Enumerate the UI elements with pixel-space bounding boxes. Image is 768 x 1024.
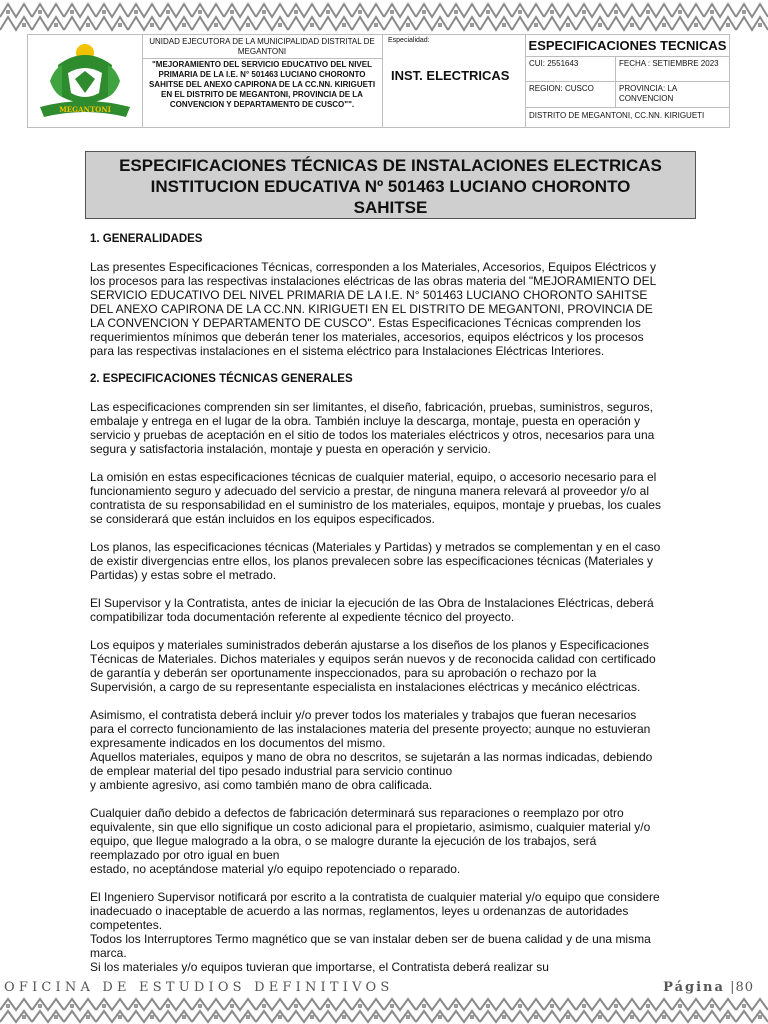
paragraph-line: La omisión en estas especificaciones técnicas de cualquier material, equipo, o accesorio necesario para el (90, 470, 657, 484)
paragraph (90, 806, 695, 876)
paragraph (90, 540, 695, 582)
page-label: Página (663, 980, 725, 995)
paragraph (90, 400, 695, 456)
paragraph-line: expresamente indicados en los documentos del mismo. (90, 736, 386, 750)
unit-name: UNIDAD EJECUTORA DE LA MUNICIPALIDAD DISTRITAL DE MEGANTONI (142, 37, 382, 59)
info-cell (526, 35, 729, 127)
paragraph-line: marca. (90, 946, 127, 960)
paragraph-line: contratista de su responsabilidad en el suministro de los materiales, equipos, montaje y pruebas, los cuales (90, 498, 661, 512)
paragraph (90, 260, 695, 358)
paragraph-line: de garantía y deberán ser oportunamente inspeccionados, para su aprobación o rechazo por la (90, 666, 597, 680)
paragraph (90, 470, 695, 526)
paragraph-line: El Supervisor y la Contratista, antes de iniciar la ejecución de las Obra de Instalaciones Eléctricas, deberá (90, 596, 654, 610)
paragraph-line: Todos los Interruptores Termo magnético que se van instalar deben ser de buena calidad y de una misma (90, 932, 651, 946)
paragraph-line: Los equipos y materiales suministrados deberán ajustarse a los diseños de los planos y Especificaciones (90, 638, 649, 652)
paragraph-line: Cualquier daño debido a defectos de fabricación determinará sus reparaciones o reemplazo por otro (90, 806, 624, 820)
paragraph-line: Las especificaciones comprenden sin ser limitantes, el diseño, fabricación, pruebas, suministros, seguros, (90, 400, 653, 414)
page-separator: | (730, 980, 736, 995)
paragraph-line: para el correcto funcionamiento de las instalaciones materia del presente proyecto; aunque no estuvieran (90, 722, 651, 736)
doc-title: ESPECIFICACIONES TECNICAS (526, 35, 729, 57)
title-line-2: INSTITUCION EDUCATIVA Nº 501463 LUCIANO CHORONTO (150, 177, 631, 196)
distrito: DISTRITO DE MEGANTONI, CC.NN. KIRIGUETI (529, 111, 705, 120)
paragraph-line: de existir divergencias entre ellos, los planos prevalecen sobre las especificaciones técnicas (Materiales y (90, 554, 653, 568)
paragraph-line: para las respectivas instalaciones en el sistema eléctrico para Instalaciones Eléctricas Interiores. (90, 344, 605, 358)
logo-text: MEGANTONI (59, 105, 111, 114)
paragraph-line: LA CONVENCION Y DEPARTAMENTO DE CUSCO". Estas Especificaciones Técnicas comprenden los (90, 316, 641, 330)
paragraph-line: inadecuado o inaceptable de acuerdo a las normas, reglamentos, leyes u ordenanzas de autoridades (90, 904, 629, 918)
logo-cell (28, 35, 143, 127)
paragraph-line: Partidas) y estas sobre el metrado. (90, 568, 277, 582)
page-indicator (663, 980, 754, 995)
region: REGION: CUSCO (526, 81, 616, 107)
paragraph-line: SERVICIO EDUCATIVO DEL NIVEL PRIMARIA DE LA I.E. N° 501463 LUCIANO CHORONTO SAHITSE (90, 288, 648, 302)
project-name: "MEJORAMIENTO DEL SERVICIO EDUCATIVO DEL NIVEL PRIMARIA DE LA I.E. N° 501463 LUCIANO CHORONTO SAHITSE DEL ANEXO CAPIRONA DE LA CC.NN. KIRIGUETI EN EL DISTRITO DE MEGANTONI, PROVINCIA DE LA CONVENCION Y DEPARTAMENTO DE CUSCO"". (148, 60, 376, 109)
paragraph-line: Los planos, las especificaciones técnicas (Materiales y Partidas) y metrados se complementan y en el caso (90, 540, 661, 554)
paragraph (90, 708, 695, 792)
page-number: 80 (735, 980, 754, 995)
paragraph-line: Si los materiales y/o equipos tuvieran que importarse, el Contratista deberá realizar su (90, 960, 549, 974)
provincia: PROVINCIA: LA CONVENCION (619, 84, 677, 103)
paragraph-line: Aquellos materiales, equipos y mano de obra no descritos, se sujetarán a las normas indicadas, debiendo (90, 750, 653, 764)
paragraph-line: competentes. (90, 918, 163, 932)
paragraph-line: embalaje y entrega en el lugar de la obra. También incluye la descarga, montaje, puesta en operación y (90, 414, 641, 428)
paragraph-line: estado, no aceptándose material y/o equipo repotenciado o reparado. (90, 862, 461, 876)
cui: CUI: 2551643 (526, 56, 616, 81)
document-title-box (85, 151, 696, 219)
paragraph-line: DEL ANEXO CAPIRONA DE LA CC.NN. KIRIGUETI EN EL DISTRITO DE MEGANTONI, PROVINCIA DE (90, 302, 653, 316)
paragraph-line: de emplear material del tipo pesado industrial para servicio continuo (90, 764, 453, 778)
paragraph (90, 890, 695, 974)
paragraph-line: Supervisión, a cargo de su representante especialista en instalaciones eléctricas y mecánico eléctricas. (90, 680, 641, 694)
title-line-3: SAHITSE (353, 198, 428, 217)
paragraph-line: se considerará que están incluidos en los equipos especificados. (90, 512, 435, 526)
paragraph-line: Técnicas de Materiales. Dichos materiales y equipos serán nuevos y de reconocida calidad con certificado (90, 652, 656, 666)
document-body (90, 232, 695, 974)
paragraph-line: El Ingeniero Supervisor notificará por escrito a la contratista de cualquier material y/o equipo que considere (90, 890, 660, 904)
info-row-distrito (526, 107, 729, 127)
bottom-decorative-band (0, 996, 768, 1024)
paragraph-line: segura y satisfactoria instalación, montaje y puesta en operación y servicio. (90, 442, 491, 456)
top-decorative-band (0, 0, 768, 34)
info-row-cui (526, 56, 729, 82)
paragraph-line: y ambiente agresivo, asi como también mano de obra calificada. (90, 778, 433, 792)
section-heading-especificaciones-generales: 2. ESPECIFICACIONES TÉCNICAS GENERALES (90, 373, 353, 385)
paragraph-line: requerimientos mínimos que deberán tener los materiales, accesorios, equipos eléctricos y los procesos (90, 330, 644, 344)
fecha: FECHA : SETIEMBRE 2023 (619, 59, 719, 68)
paragraph-line: servicio y pruebas de aceptación en el sitio de todos los materiales eléctricos y otros, necesarios para una (90, 428, 655, 442)
paragraph-line: compatibilizar toda documentación referente al expediente técnico del proyecto. (90, 610, 515, 624)
paragraph-line: Las presentes Especificaciones Técnicas, corresponden a los Materiales, Accesorios, Equipos Eléctricos y (90, 260, 657, 274)
paragraph-line: Asimismo, el contratista deberá incluir y/o prever todos los materiales y trabajos que fueran necesarios (90, 708, 637, 722)
paragraph (90, 596, 695, 624)
paragraph-line: equivalente, sin que ello signifique un costo adicional para el propietario, asimismo, cualquier material y/o (90, 820, 651, 834)
executing-unit-cell (142, 35, 383, 127)
paragraph-line: los procesos para las respectivas instalaciones eléctricas de las obras materia del "MEJORAMIENTO DEL (90, 274, 657, 288)
specialty-cell (383, 35, 526, 127)
specialty-value: INST. ELECTRICAS (391, 68, 510, 83)
paragraph-line: equipo, que llegue malogrado a la obra, o se malogre durante la ejecución de los trabajos, será (90, 834, 597, 848)
office-name: OFICINA DE ESTUDIOS DEFINITIVOS (4, 980, 394, 995)
section-heading-generalidades: 1. GENERALIDADES (90, 233, 203, 245)
paragraph-line: funcionamiento seguro y adecuado del servicio a prestar, de ninguna manera relevará al proveedor y/o al (90, 484, 650, 498)
paragraph (90, 638, 695, 694)
title-line-1: ESPECIFICACIONES TÉCNICAS DE INSTALACIONES ELECTRICAS (119, 156, 662, 175)
paragraph-line: reemplazado por otro igual en buen (90, 848, 280, 862)
info-row-region (526, 81, 729, 108)
document-header (27, 34, 730, 128)
specialty-label: Especialidad: (388, 37, 430, 44)
